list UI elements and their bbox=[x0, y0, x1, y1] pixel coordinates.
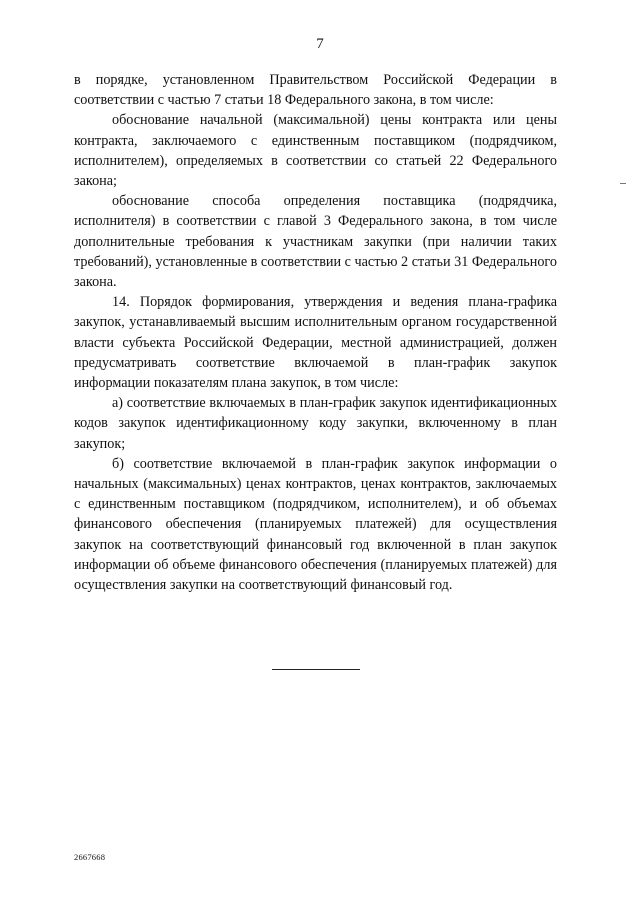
paragraph-subitem-a: а) соответствие включаемых в план-график закупок идентификационных кодов закупок идентификационному коду закупки, включенному в план закупок; bbox=[74, 395, 557, 452]
document-body bbox=[74, 70, 557, 595]
end-of-text-rule bbox=[272, 669, 360, 670]
paragraph-continuation: в порядке, установленном Правительством Российской Федерации в соответствии с частью 7 статьи 18 Федерального закона, в том числе: bbox=[74, 72, 557, 109]
paragraph-subitem-b: б) соответствие включаемой в план-график закупок информации о начальных (максимальных) ценах контрактов, ценах контрактов, заключаемых с единственным поставщиком (подрядчиком, исполнителем), и об объемах финансового обеспечения (планируемых платежей) для осуществления закупок на соответствующий финансовый год включенной в план закупок информации об объеме финансового обеспечения (планируемых платежей) для осуществления закупки на соответствующий финансовый год. bbox=[74, 455, 557, 594]
document-code: 2667668 bbox=[74, 852, 106, 862]
paragraph-item-14: 14. Порядок формирования, утверждения и ведения плана-графика закупок, устанавливаемый высшим исполнительным органом государственной власти субъекта Российской Федерации, местной администрацией, должен предусматривать соответствие включаемой в план-график закупок информации показателям плана закупок, в том числе: bbox=[74, 294, 557, 392]
margin-mark bbox=[620, 183, 626, 184]
page-number: 7 bbox=[316, 36, 324, 52]
paragraph-price-justification: обоснование начальной (максимальной) цены контракта или цены контракта, заключаемого с единственным поставщиком (подрядчиком, исполнителем), определяемых в соответствии со статьей 22 Федерального закона; bbox=[74, 112, 557, 190]
paragraph-method-justification: обоснование способа определения поставщика (подрядчика, исполнителя) в соответствии с главой 3 Федерального закона, в том числе дополнительные требования к участникам закупки (при наличии таких требований), установленные в соответствии с частью 2 статьи 31 Федерального закона. bbox=[74, 193, 557, 291]
